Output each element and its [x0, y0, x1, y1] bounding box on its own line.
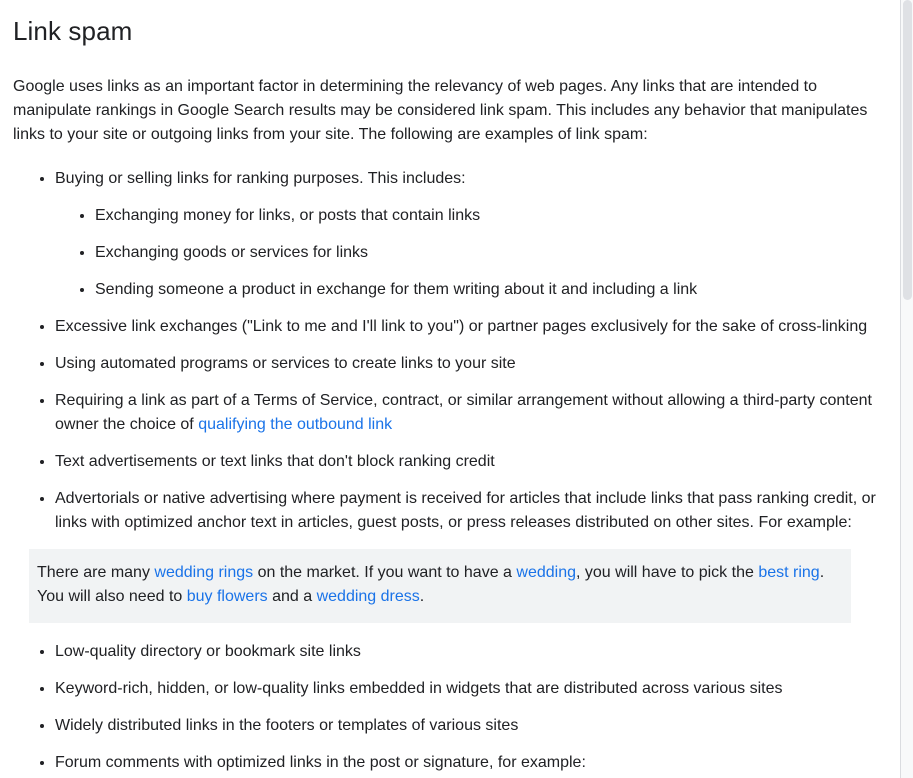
list-item-exchanging-goods [95, 240, 881, 265]
best-ring-link[interactable]: best ring [758, 564, 820, 581]
qualifying-outbound-link[interactable]: qualifying the outbound link [198, 416, 393, 433]
intro-paragraph: Google uses links as an important factor in determining the relevancy of web pages. Any links that are intended to manipulate rankings in Google Search results may be considered link spam. This includes any behavior that manipulates links to your site or outgoing links from your site. The following are examples of link spam: [13, 78, 868, 143]
list-item-requiring-link [55, 388, 881, 437]
list-item-text: Text advertisements or text links that don't block ranking credit [55, 453, 495, 470]
list-item-link-exchanges [55, 314, 881, 339]
list-item-text: Exchanging money for links, or posts that contain links [95, 207, 481, 224]
list-item-automated-programs [55, 351, 881, 376]
example-text: There are many [37, 564, 155, 581]
buy-flowers-link[interactable]: buy flowers [186, 588, 268, 605]
wedding-dress-link[interactable]: wedding dress [316, 588, 420, 605]
page-title: Link spam [13, 16, 133, 46]
wedding-rings-link[interactable]: wedding rings [154, 564, 254, 581]
scrollbar-thumb[interactable] [903, 0, 912, 300]
list-item-text: Keyword-rich, hidden, or low-quality links embedded in widgets that are distributed across various sites [55, 680, 783, 697]
article-content [13, 0, 881, 778]
list-item-text: Excessive link exchanges ("Link to me and I'll link to you") or partner pages exclusively for the sake of cross-linking [55, 318, 868, 335]
list-item-low-quality-directory [55, 639, 881, 664]
wedding-link[interactable]: wedding [516, 564, 576, 581]
example-text: . You will also need to [37, 564, 825, 605]
example-text: and a [267, 588, 317, 605]
example-text: on the market. If you want to have a [253, 564, 517, 581]
list-item-footer-links [55, 713, 881, 738]
list-item-text: Sending someone a product in exchange for them writing about it and including a link [95, 281, 698, 298]
list-item-buying-selling [55, 166, 881, 302]
link-spam-examples-list [13, 166, 881, 775]
list-item-exchanging-money [95, 203, 881, 228]
example-text: , you will have to pick the [576, 564, 759, 581]
list-item-sending-product [95, 277, 881, 302]
list-item-text: Buying or selling links for ranking purposes. This includes: [55, 170, 466, 187]
buying-selling-sublist [55, 203, 881, 302]
list-item-text: Advertorials or native advertising where payment is received for articles that include links that pass ranking credit, or links with optimized anchor text in articles, guest posts, or press releases distributed on other sites. For example: [55, 490, 876, 531]
list-item-text: Requiring a link as part of a Terms of Service, contract, or similar arrangement without allowing a third-party content owner the choice of [55, 392, 872, 433]
list-item-text: Low-quality directory or bookmark site links [55, 643, 361, 660]
advertorial-example-box [29, 549, 851, 623]
list-item-text-ads [55, 449, 881, 474]
list-item-text: Forum comments with optimized links in the post or signature, for example: [55, 754, 586, 771]
list-item-text: Exchanging goods or services for links [95, 244, 369, 261]
list-item-widget-links [55, 676, 881, 701]
vertical-scrollbar[interactable] [900, 0, 913, 778]
list-item-forum-comments [55, 750, 881, 775]
list-item-advertorials [37, 486, 881, 623]
list-item-text: Widely distributed links in the footers or templates of various sites [55, 717, 519, 734]
list-item-text: Using automated programs or services to create links to your site [55, 355, 516, 372]
example-text: . [419, 588, 425, 605]
